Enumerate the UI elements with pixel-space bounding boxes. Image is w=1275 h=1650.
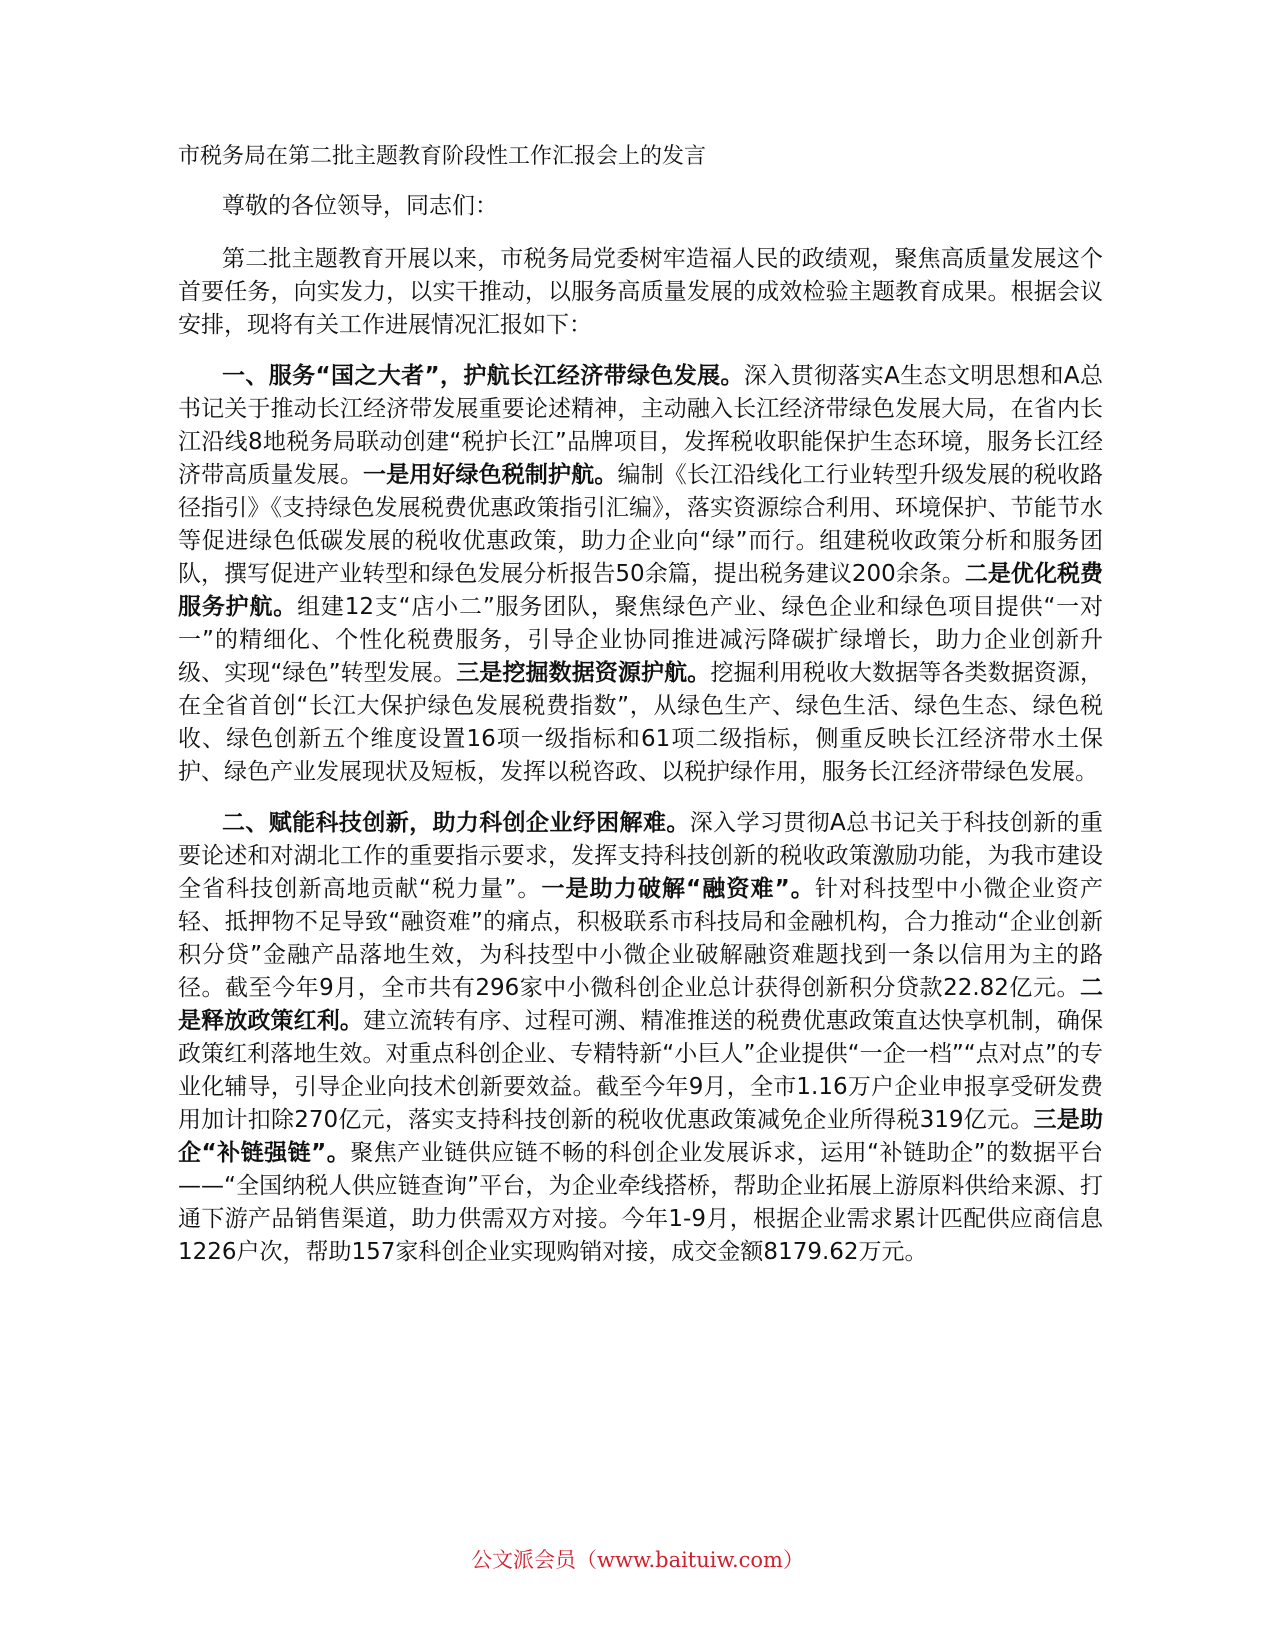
footer-watermark — [0, 1545, 1275, 1575]
footer-url-link[interactable]: www.baituiw.com — [597, 1548, 783, 1572]
section-1-text-3: 组建12支“店小二”服务团队，聚焦绿色产业、绿色企业和绿色项目提供“一对一”的精细化、个性化税费服务，引导企业协同推进减污降碳扩绿增长，助力企业创新升级、实现“绿色”转型发展。 — [178, 594, 1104, 686]
section-1-subheading-1: 一是用好绿色税制护航。 — [363, 462, 618, 488]
document-page — [178, 140, 1103, 1287]
salutation: 尊敬的各位领导，同志们： — [222, 193, 498, 219]
section-2-subheading-2: 二是释放政策红利。 — [178, 975, 1103, 1034]
section-2-heading: 二、赋能科技创新，助力科创企业纾困解难。 — [222, 810, 690, 836]
section-2-subheading-1: 一是助力破解“融资难”。 — [541, 876, 815, 902]
section-1-subheading-2: 二是优化税费服务护航。 — [178, 561, 1103, 620]
section-2-subheading-3: 三是助企“补链强链”。 — [178, 1107, 1103, 1166]
intro-paragraph: 第二批主题教育开展以来，市税务局党委树牢造福人民的政绩观，聚焦高质量发展这个首要任务，向实发力，以实干推动，以服务高质量发展的成效检验主题教育成果。根据会议安排，现将有关工作进展情况汇报如下： — [178, 246, 1103, 338]
footer-brand: 公文派会员（ — [471, 1548, 598, 1572]
section-2-text-3: 建立流转有序、过程可溯、精准推送的税费优惠政策直达快享机制，确保政策红利落地生效。对重点科创企业、专精特新“小巨人”企业提供“一企一档”“点对点”的专业化辅导，引导企业向技术创新要效益。截至今年9月，全市1.16万户企业申报享受研发费用加计扣除270亿元，落实支持科技创新的税收优惠政策减免企业所得税319亿元。 — [178, 1008, 1104, 1133]
section-2-text-1: 深入学习贯彻A总书记关于科技创新的重要论述和对湖北工作的重要指示要求，发挥支持科技创新的税收政策激励功能，为我市建设全省科技创新高地贡献“税力量”。 — [178, 810, 1104, 902]
section-1-subheading-3: 三是挖掘数据资源护航。 — [456, 660, 711, 686]
section-2-paragraph — [178, 807, 1103, 1269]
section-1-text-1: 深入贯彻落实A生态文明思想和A总书记关于推动长江经济带发展重要论述精神，主动融入长江经济带绿色发展大局，在省内长江沿线8地税务局联动创建“税护长江”品牌项目，发挥税收职能保护生态环境，服务长江经济带高质量发展。 — [178, 363, 1104, 488]
section-1-heading: 一、服务“国之大者”，护航长江经济带绿色发展。 — [222, 363, 744, 389]
section-2-text-2: 针对科技型中小微企业资产轻、抵押物不足导致“融资难”的痛点，积极联系市科技局和金融机构，合力推动“企业创新积分贷”金融产品落地生效，为科技型中小微企业破解融资难题找到一条以信用为主的路径。截至今年9月，全市共有296家中小微科创企业总计获得创新积分贷款22.82亿元。 — [178, 876, 1104, 1001]
section-1-text-2: 编制《长江沿线化工行业转型升级发展的税收路径指引》《支持绿色发展税费优惠政策指引汇编》，落实资源综合利用、环境保护、节能节水等促进绿色低碳发展的税收优惠政策，助力企业向“绿”而行。组建税收政策分析和服务团队，撰写促进产业转型和绿色发展分析报告50余篇，提出税务建议200余条。 — [178, 462, 1104, 587]
document-title: 市税务局在第二批主题教育阶段性工作汇报会上的发言 — [178, 144, 707, 169]
section-1-text-4: 挖掘利用税收大数据等各类数据资源，在全省首创“长江大保护绿色发展税费指数”，从绿色生产、绿色生活、绿色生态、绿色税收、绿色创新五个维度设置16项一级指标和61项二级指标，侧重反映长江经济带水土保护、绿色产业发展现状及短板，发挥以税咨政、以税护绿作用，服务长江经济带绿色发展。 — [178, 660, 1104, 785]
section-2-text-4: 聚焦产业链供应链不畅的科创企业发展诉求，运用“补链助企”的数据平台——“全国纳税人供应链查询”平台，为企业牵线搭桥，帮助企业拓展上游原料供给来源、打通下游产品销售渠道，助力供需双方对接。今年1-9月，根据企业需求累计匹配供应商信息1226户次，帮助157家科创企业实现购销对接，成交金额8179.62万元。 — [178, 1140, 1103, 1265]
section-1-paragraph — [178, 360, 1103, 789]
footer-close: ） — [782, 1548, 804, 1572]
